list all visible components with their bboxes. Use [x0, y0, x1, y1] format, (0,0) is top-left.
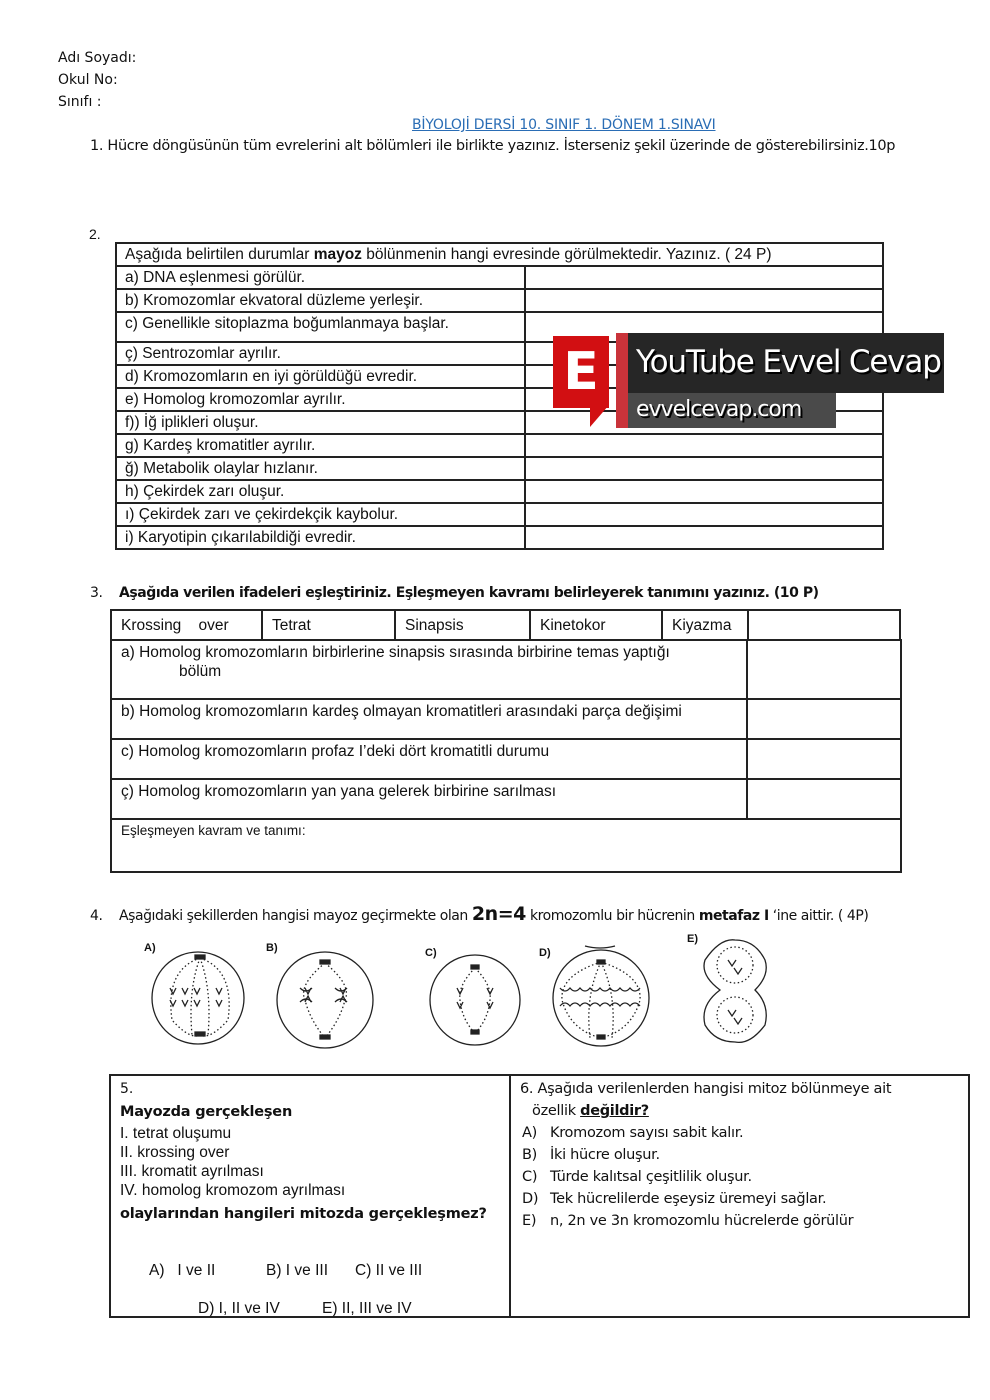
figure-a-cell-icon: [152, 952, 244, 1044]
question-5: [111, 1076, 511, 1316]
q3-definition: b) Homolog kromozomların kardeş olmayan kromatitleri arasındaki parça değişimi: [112, 700, 748, 738]
q2-statement: d) Kromozomların en iyi görüldüğü evredir.: [116, 365, 525, 388]
q3-answer-cell[interactable]: [748, 700, 900, 738]
questions-5-6-box: [109, 1074, 970, 1318]
figure-e-label: E): [687, 933, 698, 945]
q2-statement: f)) İğ iplikleri oluşur.: [116, 411, 525, 434]
q6-option-a[interactable]: A) Kromozom sayısı sabit kalır.: [522, 1125, 744, 1141]
concept-sinapsis: Sinapsis: [396, 611, 531, 639]
q2-statement: g) Kardeş kromatitler ayrılır.: [116, 434, 525, 457]
q2-answer-cell[interactable]: [525, 266, 883, 289]
q3-answer-cell[interactable]: [748, 740, 900, 778]
figure-a-label: A): [144, 942, 156, 954]
q5-option-a[interactable]: A) I ve II: [149, 1262, 216, 1279]
figure-c-label: C): [425, 947, 437, 959]
q2-answer-cell[interactable]: [525, 503, 883, 526]
q5-option-b[interactable]: B) I ve III: [266, 1262, 329, 1279]
q2-answer-cell[interactable]: [525, 289, 883, 312]
table-row: [110, 639, 902, 700]
q2-statement: ç) Sentrozomlar ayrılır.: [116, 342, 525, 365]
question-6: [511, 1076, 968, 1316]
q3-definition: c) Homolog kromozomların profaz I’deki dört kromatitli durumu: [112, 740, 748, 778]
q2-statement: c) Genellikle sitoplazma boğumlanmaya başlar.: [116, 312, 525, 342]
q6-option-e[interactable]: E) n, 2n ve 3n kromozomlu hücrelerde görülür: [522, 1213, 854, 1229]
concept-tetrat: Tetrat: [263, 611, 396, 639]
q2-statement: e) Homolog kromozomlar ayrılır.: [116, 388, 525, 411]
question-5-intro: Mayozda gerçekleşen: [120, 1104, 293, 1120]
q6-option-c[interactable]: C) Türde kalıtsal çeşitlilik oluşur.: [522, 1169, 752, 1185]
question-3-prompt: 3. Aşağıda verilen ifadeleri eşleştiriniz. Eşleşmeyen kavramı belirleyerek tanımını yazınız. (10 P): [90, 585, 819, 601]
q3-definition: ç) Homolog kromozomların yan yana gelerek birbirine sarılması: [112, 780, 748, 818]
q5-option-d[interactable]: D) I, II ve IV: [198, 1300, 280, 1317]
figure-d-label: D): [539, 947, 551, 959]
watermark-accent-bar: [616, 333, 628, 428]
concept-kinetokor: Kinetokor: [531, 611, 663, 639]
question-6-prompt: 6. Aşağıda verilenlerden hangisi mitoz bölünmeye ait: [520, 1081, 892, 1097]
figure-c-cell-icon: [430, 955, 520, 1045]
question-4-prompt: 4. Aşağıdaki şekillerden hangisi mayoz geçirmekte olan 2n=4 kromozomlu bir hücrenin metafaz I ‘ine aittir. ( 4P): [90, 903, 869, 925]
q2-statement: a) DNA eşlenmesi görülür.: [116, 266, 525, 289]
name-label: Adı Soyadı:: [58, 50, 137, 66]
logo-tail-icon: [590, 405, 609, 427]
cell-division-figures: [130, 930, 810, 1055]
concept-kiyazma: Kiyazma: [663, 611, 749, 639]
question-1-text: 1. Hücre döngüsünün tüm evrelerini alt bölümleri ile birlikte yazınız. İsterseniz şekil üzerinde de gösterebilirsiniz.10p: [90, 138, 896, 154]
evvelcevap-logo: E: [553, 336, 609, 408]
watermark-channel-name: YouTube Evvel Cevap: [628, 333, 944, 393]
q2-statement: i) Karyotipin çıkarılabildiği evredir.: [116, 526, 525, 549]
q6-option-b[interactable]: B) İki hücre oluşur.: [522, 1147, 660, 1163]
q2-answer-cell[interactable]: [525, 457, 883, 480]
q3-answer-cell[interactable]: [748, 641, 900, 698]
q2-statement: b) Kromozomlar ekvatoral düzleme yerleşir.: [116, 289, 525, 312]
q2-answer-cell[interactable]: [525, 480, 883, 503]
q2-statement: ğ) Metabolik olaylar hızlanır.: [116, 457, 525, 480]
q5-option-c[interactable]: C) II ve III: [355, 1262, 423, 1279]
question-5-question: olaylarından hangileri mitozda gerçekleşmez?: [120, 1206, 487, 1222]
q2-statement: ı) Çekirdek zarı ve çekirdekçik kaybolur.: [116, 503, 525, 526]
question-2-number: 2.: [89, 226, 101, 242]
q5-item: III. kromatit ayrılması: [120, 1163, 264, 1180]
unmatched-concept-field[interactable]: Eşleşmeyen kavram ve tanımı:: [110, 820, 902, 873]
figure-b-label: B): [266, 942, 278, 954]
question-5-number: 5.: [120, 1081, 134, 1097]
q5-item: II. krossing over: [120, 1144, 230, 1161]
table-row: [110, 740, 902, 780]
concept-blank-cell[interactable]: [749, 611, 899, 639]
q5-item: IV. homolog kromozom ayrılması: [120, 1182, 346, 1199]
table-row: [110, 780, 902, 820]
q5-option-e[interactable]: E) II, III ve IV: [322, 1300, 412, 1317]
q3-definition: a) Homolog kromozomların birbirlerine sinapsis sırasında birbirine temas yaptığı bölüm: [112, 641, 748, 698]
school-no-label: Okul No:: [58, 72, 118, 88]
page-title: BİYOLOJİ DERSİ 10. SINIF 1. DÖNEM 1.SINAVI: [412, 117, 716, 133]
q3-answer-cell[interactable]: [748, 780, 900, 818]
q2-answer-cell[interactable]: [525, 526, 883, 549]
q6-option-d[interactable]: D) Tek hücrelilerde eşeysiz üremeyi sağlar.: [522, 1191, 827, 1207]
figure-d-cell-icon: [553, 946, 649, 1046]
q5-item: I. tetrat oluşumu: [120, 1125, 232, 1142]
table-row: [110, 700, 902, 740]
concept-krossing-over: Krossing over: [112, 611, 263, 639]
figure-e-cell-icon: [704, 940, 766, 1043]
question-6-prompt-line2: özellik değildir?: [532, 1103, 649, 1119]
watermark-url: evvelcevap.com: [628, 393, 836, 428]
question-2-prompt: Aşağıda belirtilen durumlar mayoz bölünmenin hangi evresinde görülmektedir. Yazınız. ( 24 P): [116, 243, 883, 266]
class-label: Sınıfı :: [58, 94, 102, 110]
q2-answer-cell[interactable]: [525, 434, 883, 457]
figure-b-cell-icon: [277, 952, 373, 1048]
concepts-row: [110, 609, 901, 641]
q2-statement: h) Çekirdek zarı oluşur.: [116, 480, 525, 503]
question-3-table: [110, 639, 902, 873]
